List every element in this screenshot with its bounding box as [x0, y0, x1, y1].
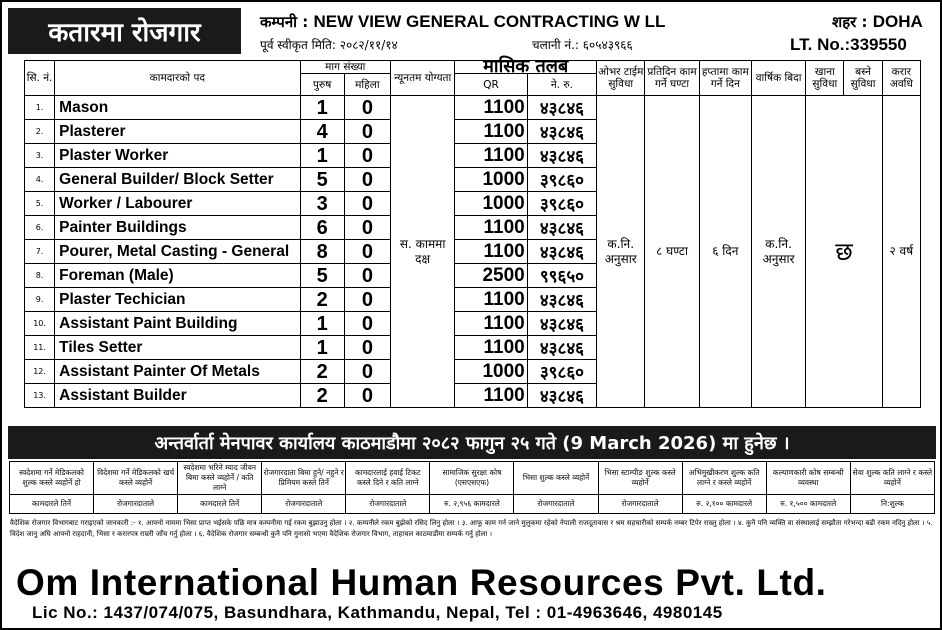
col-qualification: न्यूनतम योग्यता [391, 61, 455, 96]
col-hours: प्रतिदिन काम गर्ने घण्टा [645, 61, 699, 96]
job-position: General Builder/ Block Setter [55, 168, 300, 192]
job-salary-qr: 1100 [455, 216, 527, 240]
col-leave: वार्षिक बिदा [751, 61, 805, 96]
col-overtime: ओभर टाईम सुविधा [597, 61, 645, 96]
job-salary-npr: ९९६५० [527, 264, 596, 288]
job-position: Plaster Techician [55, 288, 300, 312]
job-sn: 4. [25, 168, 55, 192]
job-sn: 5. [25, 192, 55, 216]
lt-number: LT. No.:339550 [790, 35, 907, 54]
city-label: शहर : [832, 13, 873, 31]
job-salary-npr: ४३८४६ [527, 216, 596, 240]
job-sn: 1. [25, 96, 55, 120]
job-sn: 3. [25, 144, 55, 168]
cost-header: अभिमुखीकरण शुल्क कति लाग्ने र कस्ले व्यहोर्ने [682, 462, 766, 495]
job-position: Foreman (Male) [55, 264, 300, 288]
cost-header: सामाजिक सुरक्षा कोष (एसएसएफ) [430, 462, 514, 495]
job-male-count: 5 [300, 264, 344, 288]
cost-header: स्वदेशमा गर्ने मेडिकलको शुल्क कस्ले व्यहोर्ने हो [10, 462, 94, 495]
job-female-count: 0 [344, 336, 390, 360]
job-sn: 13. [25, 384, 55, 408]
job-salary-npr: ३९८६० [527, 192, 596, 216]
col-demand: माग संख्या [300, 61, 390, 74]
job-salary-npr: ४३८४६ [527, 336, 596, 360]
cost-value: नि:शुल्क [850, 495, 934, 514]
col-npr: ने. रु. [527, 74, 596, 96]
qualification-value: स. काममा दक्ष [391, 96, 455, 408]
job-male-count: 1 [300, 96, 344, 120]
cost-header: सेवा शुल्क कति लाग्ने र कस्ले व्यहोर्ने [850, 462, 934, 495]
approval-date: पूर्व स्वीकृत मिति: २०८२/११/१४ [260, 38, 398, 52]
job-position: Plaster Worker [55, 144, 300, 168]
jobs-table [24, 56, 921, 408]
interview-banner: अन्तर्वार्ता मेनपावर कार्यालय काठमाडौमा २०८२ फागुन २५ गते (9 March 2026) मा हुनेछ । [8, 426, 936, 459]
job-position: Assistant Painter Of Metals [55, 360, 300, 384]
job-salary-qr: 1000 [455, 168, 527, 192]
col-food: खाना सुविधा [806, 61, 844, 96]
job-male-count: 2 [300, 288, 344, 312]
job-female-count: 0 [344, 96, 390, 120]
job-position: Pourer, Metal Casting - General [55, 240, 300, 264]
job-sn: 11. [25, 336, 55, 360]
col-position: कामदारको पद [55, 61, 300, 96]
days-value: ६ दिन [699, 96, 751, 408]
job-salary-qr: 1100 [455, 384, 527, 408]
job-male-count: 1 [300, 312, 344, 336]
col-sn: सि. नं. [25, 61, 55, 96]
cost-table [9, 461, 935, 514]
job-female-count: 0 [344, 240, 390, 264]
job-salary-qr: 1100 [455, 240, 527, 264]
cost-value: रोजगारदाताले [514, 495, 598, 514]
cost-value: रोजगारदाताले [262, 495, 346, 514]
job-row [25, 96, 921, 120]
job-position: Worker / Labourer [55, 192, 300, 216]
job-salary-qr: 1100 [455, 288, 527, 312]
job-sn: 2. [25, 120, 55, 144]
job-female-count: 0 [344, 120, 390, 144]
job-salary-qr: 1100 [455, 144, 527, 168]
job-male-count: 4 [300, 120, 344, 144]
job-position: Plasterer [55, 120, 300, 144]
job-sn: 12. [25, 360, 55, 384]
job-female-count: 0 [344, 360, 390, 384]
job-salary-qr: 2500 [455, 264, 527, 288]
job-female-count: 0 [344, 264, 390, 288]
overtime-value: क.नि. अनुसार [597, 96, 645, 408]
job-salary-qr: 1100 [455, 120, 527, 144]
cost-header: कामदारलाई हवाई टिकट कस्ले दिने र कति लाग्ने [346, 462, 430, 495]
job-female-count: 0 [344, 144, 390, 168]
job-salary-npr: ४३८४६ [527, 96, 596, 120]
job-male-count: 3 [300, 192, 344, 216]
job-salary-npr: ४३८४६ [527, 144, 596, 168]
cost-value: रोजगारदाताले [94, 495, 178, 514]
job-male-count: 1 [300, 336, 344, 360]
agency-name: Om International Human Resources Pvt. Ltd. [16, 562, 827, 603]
job-female-count: 0 [344, 384, 390, 408]
job-female-count: 0 [344, 216, 390, 240]
cost-header: कल्याणकारी कोष सम्बन्धी व्यवस्था [766, 462, 850, 495]
col-male: पुरुष [300, 74, 344, 96]
cost-header: भिसा स्टाम्पीङ शुल्क कस्ले व्यहोर्ने [598, 462, 682, 495]
cost-header: विदेशमा गर्ने मेडिकलको खर्च कस्ले व्यहोर्ने [94, 462, 178, 495]
job-salary-qr: 1100 [455, 96, 527, 120]
job-male-count: 1 [300, 144, 344, 168]
cost-value: रु. १,५०० कामदारले [766, 495, 850, 514]
cost-header: रोजगारदाता बिमा हुने/ नहुने र प्रिमियम कस्ले तिर्ने [262, 462, 346, 495]
job-salary-npr: ४३८४६ [527, 384, 596, 408]
col-accommodation: बस्ने सुविधा [844, 61, 882, 96]
job-sn: 7. [25, 240, 55, 264]
job-salary-npr: ४३८४६ [527, 288, 596, 312]
col-salary: मासिक तलब [455, 61, 597, 74]
job-male-count: 2 [300, 360, 344, 384]
agency-contact: Lic No.: 1437/074/075, Basundhara, Kathmandu, Nepal, Tel : 01-4963646, 4980145 [32, 603, 723, 622]
leave-value: क.नि. अनुसार [751, 96, 805, 408]
job-male-count: 6 [300, 216, 344, 240]
city-name: DOHA [872, 12, 923, 31]
city-line [832, 12, 923, 32]
food-accommodation-value: छ [806, 96, 882, 408]
company-name: NEW VIEW GENERAL CONTRACTING W LL [313, 12, 666, 31]
job-position: Mason [55, 96, 300, 120]
cost-value: रु. २,९५६ कामदारले [430, 495, 514, 514]
job-female-count: 0 [344, 168, 390, 192]
col-qr: QR [455, 74, 527, 96]
col-days: हप्तामा काम गर्ने दिन [699, 61, 751, 96]
job-position: Tiles Setter [55, 336, 300, 360]
job-female-count: 0 [344, 288, 390, 312]
job-position: Painter Buildings [55, 216, 300, 240]
col-female: महिला [344, 74, 390, 96]
department-notice: वैदेशिक रोजगार विभागबाट गराइएको जानकारी :- १. आफ्नो नाममा भिसा प्राप्त भईसके पछि मात्र कम्पनीमा गई रकम बुझाउनु होला । २. कम्पनीले रकम बुझेको रसिद लिनु होला । ३. आफू काम गर्न जाने मुलुकमा रहेको नेपाली राजदूतावास र श्रम सहचारीको सम्पर्क नम्बर टिपेर राख्नु होला । ४. कुनै पनि व्यक्ति वा संस्थालाई सम्झौता गरेभन्दा बढी रकम नदिनु होला । ५. विदेश जानु अघि आफ्नो राहदानी, भिसा र करारपत्र राम्ररी जाँच गर्नु होला । ६. वैदेशिक रोजगार सम्बन्धी कुनै पनि गुनासो भएमा वैदेशिक रोजगार विभाग, ताहाचल काठमाडौंमा सम्पर्क गर्नु होला । [10, 519, 933, 538]
cost-header: स्वदेशमा भरिने म्याद जीवन बिमा कस्ले व्यहोर्ने / कति लाग्ने [178, 462, 262, 495]
job-male-count: 2 [300, 384, 344, 408]
hours-value: ८ घण्टा [645, 96, 699, 408]
job-sn: 8. [25, 264, 55, 288]
job-salary-npr: ४३८४६ [527, 312, 596, 336]
job-salary-qr: 1000 [455, 192, 527, 216]
job-salary-qr: 1000 [455, 360, 527, 384]
job-position: Assistant Paint Building [55, 312, 300, 336]
cost-value: रु. २,१०० कामदारले [682, 495, 766, 514]
col-contract: करार अवधि [882, 61, 920, 96]
cost-value: कामदारले तिर्ने [178, 495, 262, 514]
contract-value: २ वर्ष [882, 96, 920, 408]
company-label: कम्पनी : [260, 13, 314, 31]
job-salary-qr: 1100 [455, 312, 527, 336]
job-male-count: 8 [300, 240, 344, 264]
job-male-count: 5 [300, 168, 344, 192]
title-banner: कतारमा रोजगार [8, 8, 241, 54]
cost-value: रोजगारदाताले [598, 495, 682, 514]
job-salary-npr: ३९८६० [527, 168, 596, 192]
cost-header: भिसा शुल्क कस्ले व्यहोर्ने [514, 462, 598, 495]
cost-value: रोजगारदाताले [346, 495, 430, 514]
job-female-count: 0 [344, 192, 390, 216]
job-salary-npr: ४३८४६ [527, 120, 596, 144]
job-position: Assistant Builder [55, 384, 300, 408]
job-sn: 6. [25, 216, 55, 240]
company-line [260, 12, 665, 32]
job-sn: 9. [25, 288, 55, 312]
cost-value: कामदारले तिर्ने [10, 495, 94, 514]
job-sn: 10. [25, 312, 55, 336]
header [2, 2, 940, 58]
chalani-number: चलानी नं.: ६०५४३९६६ [532, 38, 633, 52]
job-salary-npr: ४३८४६ [527, 240, 596, 264]
job-female-count: 0 [344, 312, 390, 336]
job-salary-npr: ३९८६० [527, 360, 596, 384]
job-salary-qr: 1100 [455, 336, 527, 360]
